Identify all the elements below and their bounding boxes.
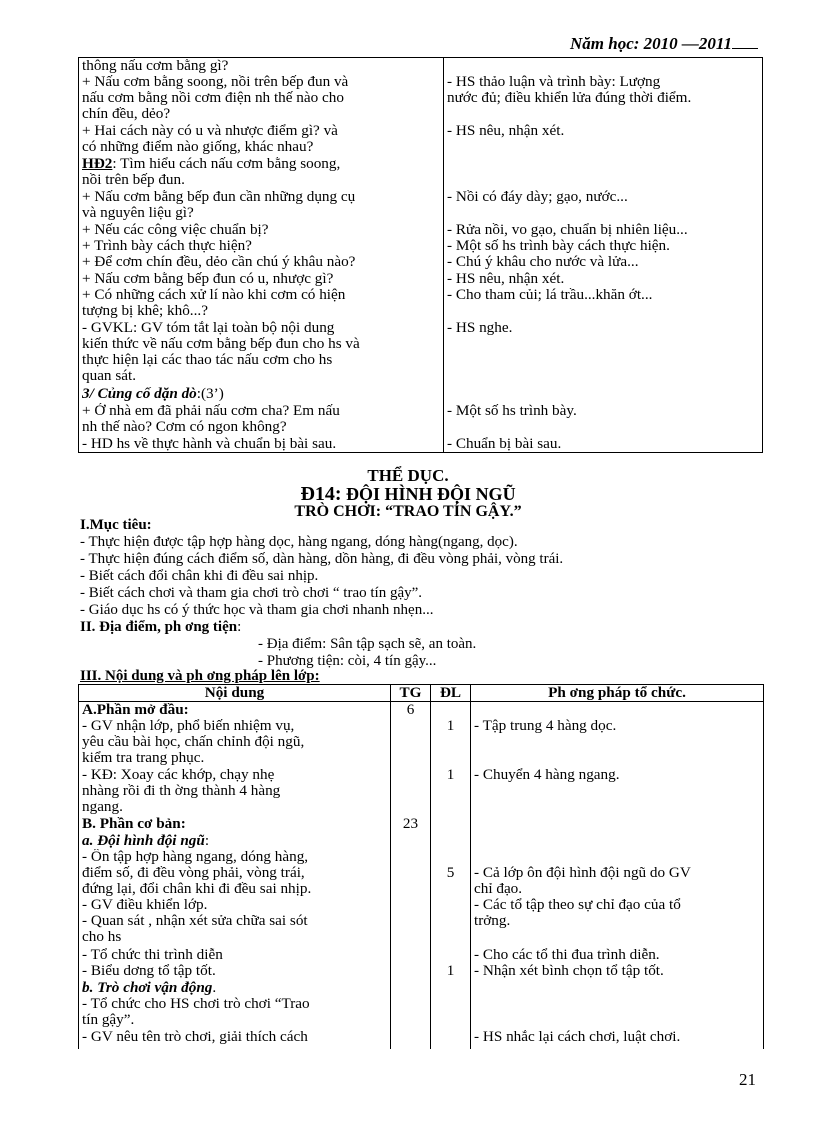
method-row [79,996,764,1029]
objective-item: - Giáo dục hs có ý thức học và tham gia chơi nhanh nhẹn... [80,602,434,618]
text-line: + Hai cách này có u và nhược điểm gì? và [82,123,338,139]
text-line: + Nấu cơm bằng bếp đun có u, nhược gì? [82,271,334,287]
text-line: + Trình bày cách thực hiện? [82,238,252,254]
header-method: Ph ơng pháp tổ chức. [471,685,764,702]
tg-cell [391,980,431,996]
text-span: đứng lại, đổi chân khi đi đều sai nhịp. [82,881,312,897]
text-line [82,1029,387,1045]
text-line: thông nấu cơm bằng gì? [82,58,229,74]
section-heading [82,386,440,402]
method-row [79,963,764,980]
text-line: nồi trên bếp đun. [82,172,185,188]
content-wrap [82,702,387,718]
text-span: - Quan sát , nhận xét sửa chữa sai sót [82,913,308,929]
tg-cell [391,963,431,980]
text-line: - Nhận xét bình chọn tổ tập tốt. [474,963,664,979]
text-line: - HS nghe. [447,320,513,336]
teacher-cell [82,189,440,222]
text-line: + Ở nhà em đã phải nấu cơm cha? Em nấu [82,403,340,419]
student-column [444,58,763,453]
teacher-cell [82,254,440,271]
text-span: b. Trò chơi vận động [82,980,213,996]
dl-cell [431,996,471,1029]
method-table [78,684,764,1049]
method-cell [471,849,764,947]
section-heading-tail: :(3’) [196,386,224,402]
text-line [82,929,387,945]
text-line [82,156,440,172]
text-line: - Chuẩn bị bài sau. [447,436,562,452]
text-line: - HS nêu, nhận xét. [447,271,565,287]
tg-cell: 23 [391,816,431,833]
text-line [82,996,387,1012]
text-line: - Chú ý khâu cho nước và lửa... [447,254,639,270]
tg-cell [391,718,431,767]
text-span: A.Phần mở đầu: [82,702,189,718]
text-span: - GV điều khiển lớp. [82,897,208,913]
text-line [82,963,387,979]
text-tail: . [212,980,217,996]
text-line: - Nồi có đáy dày; gạo, nước... [447,189,628,205]
text-line [82,947,387,963]
teacher-column [79,58,444,453]
method-cell [471,767,764,816]
game-title: TRÒ CHƠI: “TRAO TÍN GẬY.” [294,503,522,520]
content-wrap [82,816,387,833]
text-tail: : [204,833,210,849]
text-line: - Cho các tổ thi đua trình diễn. [474,947,660,963]
objective-item: - Thực hiện đúng cách điểm số, dàn hàng, dồn hàng, đi đều vòng phải, vòng trái. [80,551,564,567]
method-row [79,947,764,963]
tg-cell [391,996,431,1029]
text-line: quan sát. [82,368,136,384]
text-span: cho hs [82,929,122,945]
dl-cell [431,702,471,719]
text-line: chín đều, dẻo? [82,106,171,122]
text-span: : Tìm hiểu cách nấu cơm bằng soong, [112,156,341,172]
text-line: thực hiện lại các thao tác nấu cơm cho hs [82,352,333,368]
text-line: kiến thức về nấu cơm bằng bếp đun cho hs và [82,336,360,352]
method-cell [471,718,764,767]
dl-cell: 1 [431,963,471,980]
method-row [79,980,764,996]
tg-cell [391,849,431,947]
text-line: + Để cơm chín đều, dẻo cần chú ý khâu nào? [82,254,356,270]
lesson-row [79,58,763,453]
text-line [82,783,387,799]
objective-item: - Thực hiện được tập hợp hàng dọc, hàng ngang, dóng hàng(ngang, dọc). [80,534,518,550]
content-wrap [82,767,387,816]
student-cell [447,222,759,238]
teacher-cell [82,287,440,320]
text-span: - Tổ chức cho HS chơi trò chơi “Trao [82,996,310,1012]
text-line [82,913,387,929]
content-cell [79,1029,391,1049]
text-span: tín gậy”. [82,1012,135,1028]
content-cell [79,816,391,833]
content-cell [79,718,391,767]
text-span: - Ôn tập hợp hàng ngang, dóng hàng, [82,849,309,865]
text-line: trởng. [474,913,511,929]
text-span: B. Phần cơ bản: [82,816,186,832]
method-cell [471,996,764,1029]
method-cell [471,947,764,963]
text-span: kiểm tra trang phục. [82,750,205,766]
text-line: nấu cơm bằng nồi cơm điện nh thế nào cho [82,90,344,106]
dl-cell: 1 [431,718,471,767]
content-wrap [82,996,387,1029]
text-line: tượng bị khê; khô...? [82,303,208,319]
student-cell [447,74,759,123]
location-list [258,636,476,670]
teacher-cell [82,403,440,436]
method-table-header [79,685,764,702]
text-line: - Các tổ tập theo sự chỉ đạo của tổ [474,897,681,913]
location-item: - Phương tiện: còi, 4 tín gậy... [258,653,437,669]
page-number: 21 [739,1070,756,1089]
activity-label: HĐ2 [82,156,113,172]
content-cell [79,980,391,996]
student-cell [447,386,759,403]
text-line [82,980,387,996]
content-wrap [82,963,387,980]
objective-item: - Biết cách chơi và tham gia chơi trò chơi “ trao tín gậy”. [80,585,423,601]
teacher-cell [82,222,440,238]
objectives-heading: I.Mục tiêu: [80,517,152,533]
text-line: - Cho tham củi; lá trầu...khăn ớt... [447,287,653,303]
text-span: - GV nêu tên trò chơi, giải thích cách [82,1029,308,1045]
text-line [82,833,387,849]
student-cell [447,403,759,436]
content-cell [79,849,391,947]
text-line: - Cả lớp ôn đội hình đội ngũ do GV [474,865,691,881]
method-cell [471,702,764,719]
method-row [79,1029,764,1049]
dl-cell: 1 [431,767,471,816]
content-cell [79,996,391,1029]
content-wrap [82,980,387,996]
content-cell [79,833,391,849]
teacher-cell [82,320,440,386]
text-line [82,816,387,832]
text-line: - Tập trung 4 hàng dọc. [474,718,617,734]
text-span: nhàng rồi đi th ờng thành 4 hàng [82,783,281,799]
text-line: - HS thảo luận và trình bày: Lượng [447,74,661,90]
teacher-cell [82,156,440,189]
text-line [82,702,387,718]
objectives-list [80,534,563,619]
text-span: ngang. [82,799,123,815]
tg-cell [391,833,431,849]
dl-cell: 5 [431,849,471,947]
text-line: + Có những cách xử lí nào khi cơm có hiện [82,287,346,303]
text-span: - Tổ chức thi trình diễn [82,947,223,963]
student-cell [447,287,759,320]
student-cell [447,320,759,386]
dl-cell [431,816,471,833]
text-line [82,897,387,913]
method-row [79,702,764,719]
method-cell [471,816,764,833]
method-cell [471,1029,764,1049]
text-line: - Rửa nồi, vo gạo, chuẩn bị nhiên liệu... [447,222,688,238]
header-tg: TG [391,685,431,702]
objective-item: - Biết cách đổi chân khi đi đều sai nhịp. [80,568,319,584]
text-line: có những điểm nào giống, khác nhau? [82,139,314,155]
method-row [79,718,764,767]
text-line [82,750,387,766]
content-wrap [82,947,387,963]
dl-cell [431,980,471,996]
text-line: - Một số hs trình bày cách thực hiện. [447,238,670,254]
text-line: - Một số hs trình bày. [447,403,577,419]
text-line [82,718,387,734]
location-item: - Địa điểm: Sân tập sạch sẽ, an toàn. [258,636,477,652]
method-row [79,816,764,833]
text-line: - GVKL: GV tóm tắt lại toàn bộ nội dung [82,320,335,336]
student-cell [447,58,759,74]
text-span: - Biểu dơng tổ tập tốt. [82,963,216,979]
text-line: - HD hs về thực hành và chuẩn bị bài sau. [82,436,337,452]
teacher-cell [82,238,440,254]
tg-cell [391,947,431,963]
method-row [79,849,764,947]
text-span: - GV nhận lớp, phổ biến nhiệm vụ, [82,718,295,734]
teacher-cell [82,123,440,156]
text-span: a. Đội hình đội ngũ [82,833,205,849]
content-heading: III. Nội dung và ph ơng pháp lên lớp: [80,668,320,684]
content-cell [79,702,391,719]
dl-cell [431,947,471,963]
text-line: - HS nêu, nhận xét. [447,123,565,139]
tg-cell [391,1029,431,1049]
lesson-code: Đ14: [300,483,342,505]
text-line [82,881,387,897]
text-line [82,799,387,815]
method-row [79,767,764,816]
student-cell [447,436,759,452]
header-dl: ĐL [431,685,471,702]
text-line [82,849,387,865]
text-span: yêu cầu bài học, chấn chỉnh đội ngũ, [82,734,305,750]
text-line: nh thế nào? Cơm có ngon không? [82,419,287,435]
text-line: + Nếu các công việc chuẩn bị? [82,222,269,238]
text-line: + Nấu cơm bằng soong, nồi trên bếp đun và [82,74,349,90]
text-span: - KĐ: Xoay các khớp, chạy nhẹ [82,767,275,783]
teacher-cell [82,271,440,287]
student-cell [447,156,759,189]
lesson-name: ĐỘI HÌNH ĐỘI NGŨ [346,484,516,504]
tg-cell [391,767,431,816]
method-cell [471,963,764,980]
content-wrap [82,833,387,849]
text-line [82,734,387,750]
method-row [79,833,764,849]
content-wrap [82,718,387,767]
content-cell [79,963,391,980]
teacher-cell [82,386,440,403]
student-cell [447,271,759,287]
student-cell [447,238,759,254]
tg-cell: 6 [391,702,431,719]
dl-cell [431,833,471,849]
text-line: + Nấu cơm bằng bếp đun cần những dụng cụ [82,189,356,205]
content-cell [79,947,391,963]
subject-title: THỂ DỤC. [367,466,449,485]
text-line: nước đủ; điều khiển lửa đúng thời điểm. [447,90,692,106]
section-heading-text: 3/ Củng cố dặn dò [82,386,197,402]
method-cell [471,833,764,849]
content-wrap [82,1029,387,1049]
text-line: và nguyên liệu gì? [82,205,194,221]
student-cell [447,254,759,271]
school-year-header: Năm học: 2010 —2011 [570,34,758,54]
teacher-cell [82,58,440,74]
content-cell [79,767,391,816]
student-cell [447,123,759,156]
lesson-activities-table [78,57,763,453]
student-cell [447,189,759,222]
teacher-cell [82,436,440,452]
text-line [82,1012,387,1028]
text-line: - HS nhắc lại cách chơi, luật chơi. [474,1029,681,1045]
text-line [82,865,387,881]
content-wrap [82,849,387,947]
text-line [82,767,387,783]
text-line: chỉ đạo. [474,881,523,897]
text-line: - Chuyển 4 hàng ngang. [474,767,620,783]
header-content: Nội dung [79,685,391,702]
method-cell [471,980,764,996]
dl-cell [431,1029,471,1049]
location-heading: II. Địa điểm, ph ơng tiện: [80,619,242,635]
teacher-cell [82,74,440,123]
text-span: điểm số, đi đều vòng phải, vòng trái, [82,865,305,881]
